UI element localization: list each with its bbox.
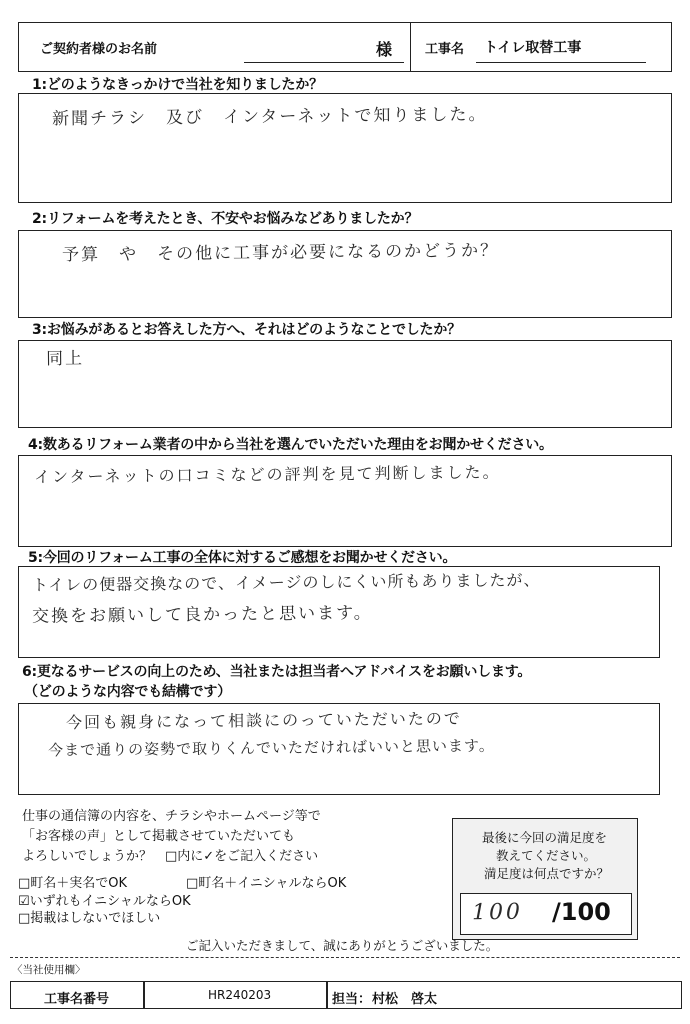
consent-option-real-name[interactable]: □町名＋実名でOK	[18, 876, 128, 891]
footer-cell-divider-2	[326, 981, 328, 1009]
staff-label: 担当：	[332, 992, 372, 1007]
question-1-label: 1:どのようなきっかけで当社を知りましたか？	[32, 77, 323, 93]
answer-3-box	[18, 340, 672, 428]
work-underline	[476, 62, 646, 63]
staff-name: 村松 啓太	[372, 992, 438, 1007]
answer-5-line-1: トイレの便器交換なので、イメージのしにくい所もありましたが、	[31, 570, 541, 595]
footer-cell-divider-1	[143, 981, 145, 1009]
work-number: HR240203	[208, 988, 272, 1002]
consent-line-2: 「お客様の声」として掲載させていただいても	[22, 829, 296, 844]
work-number-label: 工事名番号	[44, 992, 110, 1007]
work-name: トイレ取替工事	[484, 40, 582, 56]
question-3-label: 3:お悩みがあるとお答えした方へ、それはどのようなことでしたか？	[32, 322, 461, 338]
satisfaction-line-2: 教えてください。	[496, 848, 597, 863]
sama-label: 様	[376, 40, 393, 59]
question-6-label: 6:更なるサービスの向上のため、当社または担当者へアドバイスをお願いします。	[22, 664, 532, 680]
work-label: 工事名	[425, 42, 465, 57]
consent-option-town-initial[interactable]: □町名＋イニシャルならOK	[186, 876, 347, 891]
name-underline	[244, 62, 404, 63]
question-5-label: 5:今回のリフォーム工事の全体に対するご感想をお聞かせください。	[28, 550, 457, 566]
consent-line-1: 仕事の通信簿の内容を、チラシやホームページ等で	[22, 809, 321, 824]
office-use-label: 〈当社使用欄〉	[12, 964, 86, 976]
answer-1-line-1: 新聞チラシ 及び インターネットで知りました。	[51, 104, 488, 130]
answer-6-line-2: 今まで通りの姿勢で取りくんでいただければいいと思います。	[47, 736, 495, 760]
name-label: ご契約者様のお名前	[40, 42, 158, 57]
question-4-label: 4:数あるリフォーム業者の中から当社を選んでいただいた理由をお聞かせください。	[28, 437, 553, 453]
thanks-message: ご記入いただきまして、誠にありがとうございました。	[186, 938, 499, 953]
consent-line-3: よろしいでしょうか？ □内に✓をご記入ください	[22, 849, 319, 864]
consent-option-decline[interactable]: □掲載はしないでほしい	[18, 911, 161, 926]
question-6-sublabel: （どのような内容でも結構です）	[24, 684, 231, 700]
consent-option-all-initial[interactable]: ☑いずれもイニシャルならOK	[18, 894, 191, 909]
satisfaction-line-3: 満足度は何点ですか？	[484, 866, 610, 881]
satisfaction-line-1: 最後に今回の満足度を	[482, 830, 608, 845]
answer-3-line-1: 同上	[45, 348, 85, 370]
answer-4-line-1: インターネットの口コミなどの評判を見て判断しました。	[33, 462, 501, 487]
answer-5-line-2: 交換をお願いして良かったと思います。	[31, 603, 373, 627]
answer-2-line-1: 予算 や その他に工事が必要になるのかどうか？	[61, 240, 500, 266]
score-value[interactable]: 100	[471, 899, 524, 926]
score-max: /100	[552, 898, 611, 926]
answer-6-line-1: 今回も親身になって相談にのっていただいたので	[65, 708, 462, 733]
thanks-divider	[10, 957, 680, 958]
question-2-label: 2:リフォームを考えたとき、不安やお悩みなどありましたか？	[32, 211, 419, 227]
